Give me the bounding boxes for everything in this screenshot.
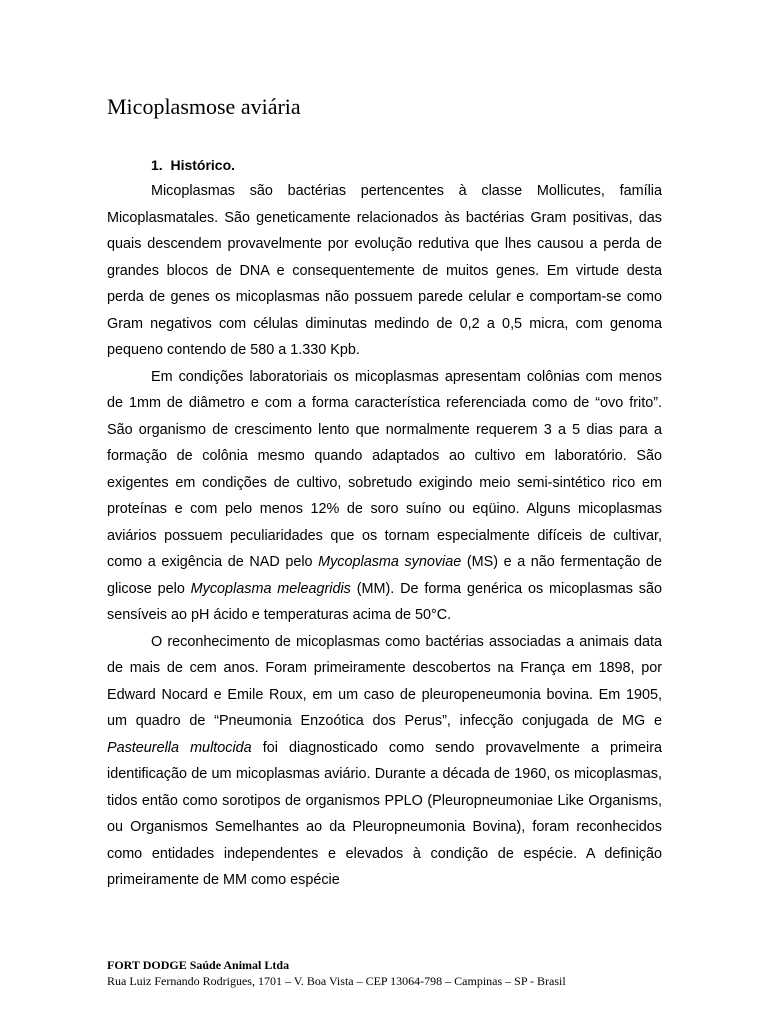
section-title: Histórico.	[170, 157, 236, 173]
italic-term: Mycoplasma meleagridis	[190, 580, 351, 597]
text-run: O reconhecimento de micoplasmas como bactérias associadas a animais data de mais de cem anos. Foram primeiramente descobertos na França em 1898, por Edward Nocard e Emile Roux, em um caso de pleuropeneumonia bovina. Em 1905, um quadro de “Pneumonia Enzoótica dos Perus”, infecção conjugada de MG e	[107, 633, 662, 729]
italic-term: Mycoplasma synoviae	[318, 554, 462, 570]
text-run: foi diagnosticado como sendo provavelmente a primeira identificação de um micoplasmas aviário. Durante a década de 1960, os micoplasmas, tidos então como sorotipos de organismos PPLO (Pleuropneumoniae Like Organisms, ou Organismos Semelhantes ao da Pleuropneumonia Bovina), foram reconhecidos como entidades independentes e elevados à condição de espécie. A definição primeiramente de MM como espécie	[107, 739, 662, 888]
section-heading	[151, 155, 235, 175]
italic-term: Pasteurella multocida	[107, 739, 252, 756]
footer-address: Rua Luiz Fernando Rodrigues, 1701 – V. Boa Vista – CEP 13064-798 – Campinas – SP - Brasil	[107, 974, 566, 988]
section-number: 1.	[151, 157, 163, 173]
text-run: Micoplasmas são bactérias pertencentes à classe Mollicutes, família Micoplasmatales. São geneticamente relacionados às bactérias Gram positivas, das quais descendem provavelmente por evolução redutiva que lhes causou a perda de grandes blocos de DNA e consequentemente de muitos genes. Em virtude desta perda de genes os micoplasmas não possuem parede celular e comportam-se como Gram negativos com células diminutas medindo de 0,2 a 0,5 micra, com genoma pequeno contendo de 580 a 1.330 Kpb.	[107, 183, 662, 358]
paragraph	[107, 364, 662, 629]
text-run: Em condições laboratoriais os micoplasmas apresentam colônias com menos de 1mm de diâmetro e com a forma característica referenciada como de “ovo frito”. São organismo de crescimento lento que normalmente requerem 3 a 5 dias para a formação de colônia mesmo quando adaptados ao cultivo em laboratório. São exigentes em condições de cultivo, sobretudo exigindo meio semi-sintético rico em proteínas e com pelo menos 12% de soro suíno ou eqüino. Alguns micoplasmas aviários possuem peculiaridades que os tornam especialmente difíceis de cultivar, como a exigência de NAD pelo	[107, 368, 662, 570]
document-title: Micoplasmose aviária	[107, 94, 301, 119]
text-run: (MS) e a não fermentação de glicose pelo	[107, 554, 662, 597]
paragraph	[107, 629, 662, 894]
document-body	[107, 178, 662, 894]
paragraph	[107, 178, 662, 364]
page-footer	[107, 957, 566, 989]
text-run: (MM). De forma genérica os micoplasmas são sensíveis ao pH ácido e temperaturas acima de 50°C.	[107, 580, 663, 623]
footer-company: FORT DODGE Saúde Animal Ltda	[107, 958, 290, 972]
